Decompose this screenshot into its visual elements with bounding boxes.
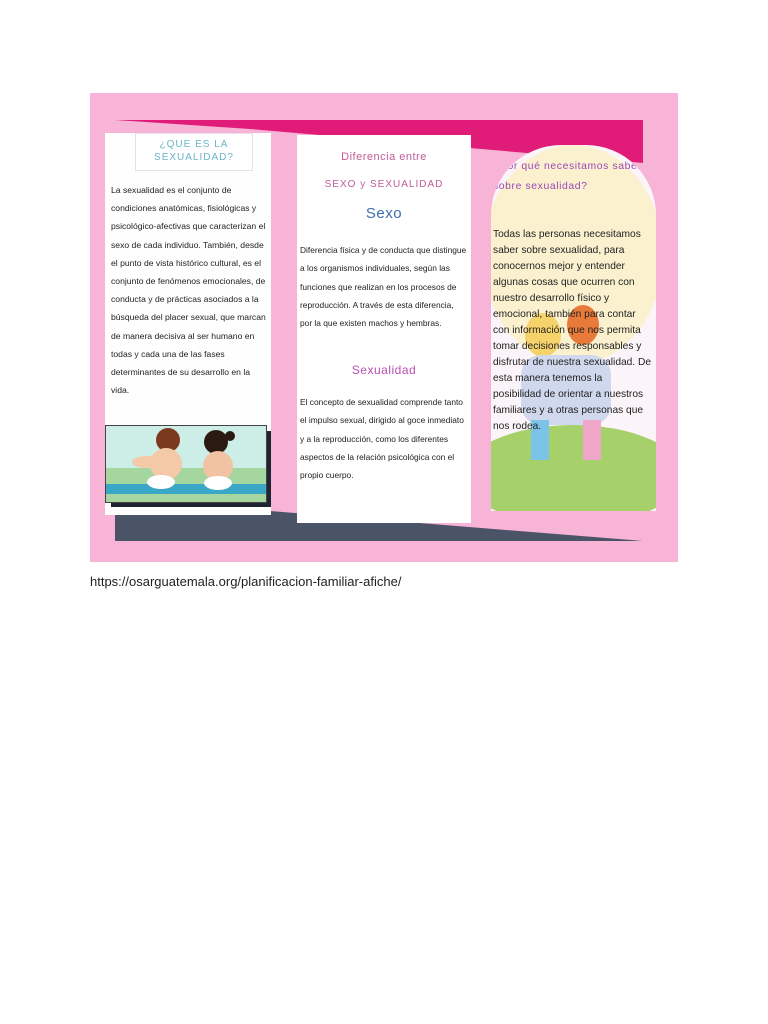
panel1-heading-line2: SEXUALIDAD?: [154, 152, 234, 163]
panel2-heading-line1: Diferencia entre: [341, 151, 427, 163]
source-url-caption: https://osarguatemala.org/planificacion-familiar-afiche/: [90, 574, 402, 589]
children-drawing: [106, 426, 266, 502]
panel-why-know: [491, 145, 656, 511]
panel3-body: Todas las personas necesitamos saber sobre sexualidad, para conocernos mejor y entender algunas cosas que ocurren con nuestro desarrollo físico y emocional, también para contar con información que nos permita tomar decisiones responsables y disfrutar de nuestra sexualidad. De esta manera tenemos la posibilidad de orientar a nuestros familiares y a otras personas que nos rodea.: [493, 229, 651, 432]
brochure-image: [90, 93, 678, 562]
panel1-heading-line1: ¿QUE ES LA: [159, 139, 229, 150]
sexualidad-body: El concepto de sexualidad comprende tanto el impulso sexual, dirigido al goce inmediato y a la reproducción, como los diferentes aspectos de la relación psicológica con el propio cuerpo.: [300, 397, 464, 481]
panel1-body: La sexualidad es el conjunto de condiciones anatómicas, fisiológicas y psicológico-afectivas que caracterizan el sexo de cada individuo. También, desde el punto de vista histórico cultural, es el conjunto de fenómenos emocionales, de conducta y de prácticas asociados a la búsqueda del placer sexual, que marcan de manera decisiva al ser humano en todas y cada una de las fases determinantes de su desarrollo en la vida.: [111, 185, 266, 396]
sexo-title: Sexo: [365, 205, 403, 222]
panel1-heading: [135, 133, 253, 171]
panel-what-is-sexuality: [105, 133, 271, 515]
panel2-heading-line2: SEXO y SEXUALIDAD: [324, 179, 444, 190]
panel-difference: [297, 135, 471, 523]
two-children-illustration: [105, 425, 267, 503]
panel3-heading: ¿Por qué necesitamos saber sobre sexualidad?: [493, 161, 642, 192]
sexualidad-title: Sexualidad: [351, 363, 417, 377]
sexo-body: Diferencia física y de conducta que distingue a los organismos individuales, según las funciones que realizan en los procesos de reproducción. A través de esta diferencia, por la que existen machos y hembras.: [300, 245, 467, 329]
